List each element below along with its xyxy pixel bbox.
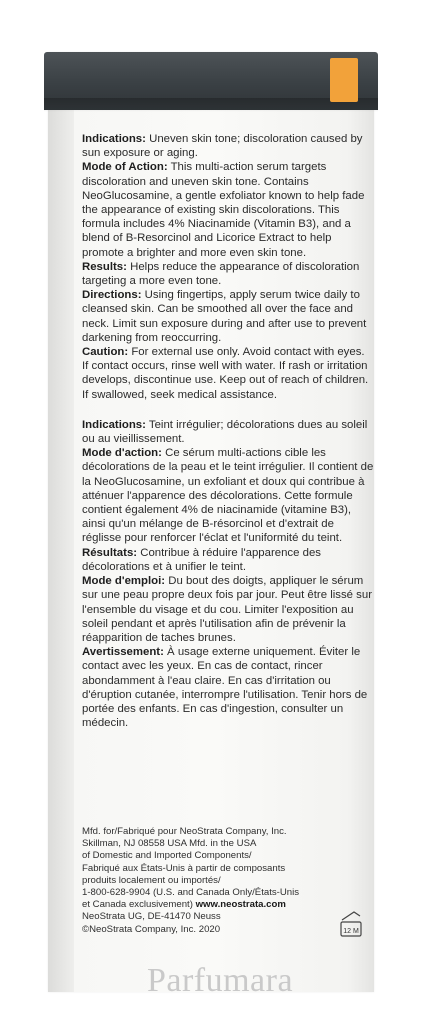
mfd-line: Skillman, NJ 08558 USA Mfd. in the USA bbox=[82, 838, 257, 850]
french-section bbox=[82, 418, 374, 730]
english-results: Results: Helps reduce the appearance of discoloration targeting a more even tone. bbox=[82, 260, 360, 288]
eu-address: NeoStrata UG, DE-41470 Neuss bbox=[82, 911, 221, 923]
english-directions: Directions: Using fingertips, apply serum twice daily to cleansed skin. Can be smoothed all over the face and neck. Limit sun exposure during and after use to prevent darkening from reoccurring. bbox=[82, 289, 367, 344]
copyright: ©NeoStrata Company, Inc. 2020 bbox=[82, 923, 221, 935]
watermark: Parfumara bbox=[146, 962, 294, 999]
mfd-line: 1-800-628-9904 (U.S. and Canada Only/États-Unis bbox=[82, 887, 300, 899]
cap-shadow bbox=[44, 98, 378, 112]
mfd-line: Mfd. for/Fabriqué pour NeoStrata Company, Inc. bbox=[82, 826, 287, 837]
french-mode-emploi: Mode d'emploi: Du bout des doigts, appliquer le sérum sur une peau propre deux fois par jour. Peut être lissé sur l'ensemble du visage et du cou. Limiter l'exposition au soleil pendant et après l'utilisation afin de prévenir la réapparition de taches brunes. bbox=[82, 575, 372, 644]
open-jar-icon bbox=[338, 910, 364, 944]
french-mode-action: Mode d'action: Ce sérum multi-actions cible les décolorations de la peau et le teint irrégulier. Il contient de la NeoGlucosamine, un exfoliant et doux qui contribue à atténuer l'apparence des décolorations. Cette formule contient également 4% de niacinamide (vitamine B3), ainsi qu'un mélange de B-résorcinol et d'extrait de réglisse pour renforcer l'éclat et l'uniformité du teint. bbox=[82, 447, 374, 545]
mfd-line: produits localement ou importés/ bbox=[82, 874, 221, 886]
mfd-line: Fabriqué aux États-Unis à partir de composants bbox=[82, 862, 286, 874]
brand-accent-tab bbox=[330, 58, 358, 102]
english-indications: Indications: Uneven skin tone; discoloration caused by sun exposure or aging. bbox=[82, 133, 363, 160]
mfd-line-canada: et Canada exclusivement) www.neostrata.com bbox=[82, 899, 286, 911]
pao-label: 12 M bbox=[343, 928, 359, 935]
website-url: www.neostrata.com bbox=[195, 899, 286, 911]
box-side-shading bbox=[48, 104, 74, 992]
english-caution: Caution: For external use only. Avoid contact with eyes. If contact occurs, rinse well with water. If rash or irritation develops, discontinue use. Keep out of reach of children. If swallowed, seek medical assistance. bbox=[82, 346, 369, 401]
english-section bbox=[82, 132, 374, 402]
manufacturer-info bbox=[82, 826, 374, 936]
english-mode-of-action: Mode of Action: This multi-action serum targets discoloration and uneven skin tone. Contains NeoGlucosamine, a gentle exfoliator known to help fade the appearance of existing skin discolorations. This formula includes 4% Niacinamide (Vitamin B3), and a blend of B-Resorcinol and Licorice Extract to help promote a brighter and more even skin tone. bbox=[82, 161, 365, 259]
french-avertissement: Avertissement: À usage externe uniquement. Éviter le contact avec les yeux. En cas de contact, rincer abondamment à l'eau claire. En cas d'irritation ou d'éruption cutanée, interrompre l'utilisation. Tenir hors de portée des enfants. En cas d'ingestion, consulter un médecin. bbox=[82, 646, 368, 730]
french-indications: Indications: Teint irrégulier; décolorations dues au soleil ou au vieillissement. bbox=[82, 418, 368, 446]
mfd-line: of Domestic and Imported Components/ bbox=[82, 850, 252, 862]
french-resultats: Résultats: Contribue à réduire l'apparence des décolorations et à unifier le teint. bbox=[82, 546, 321, 573]
label-text bbox=[82, 132, 374, 730]
